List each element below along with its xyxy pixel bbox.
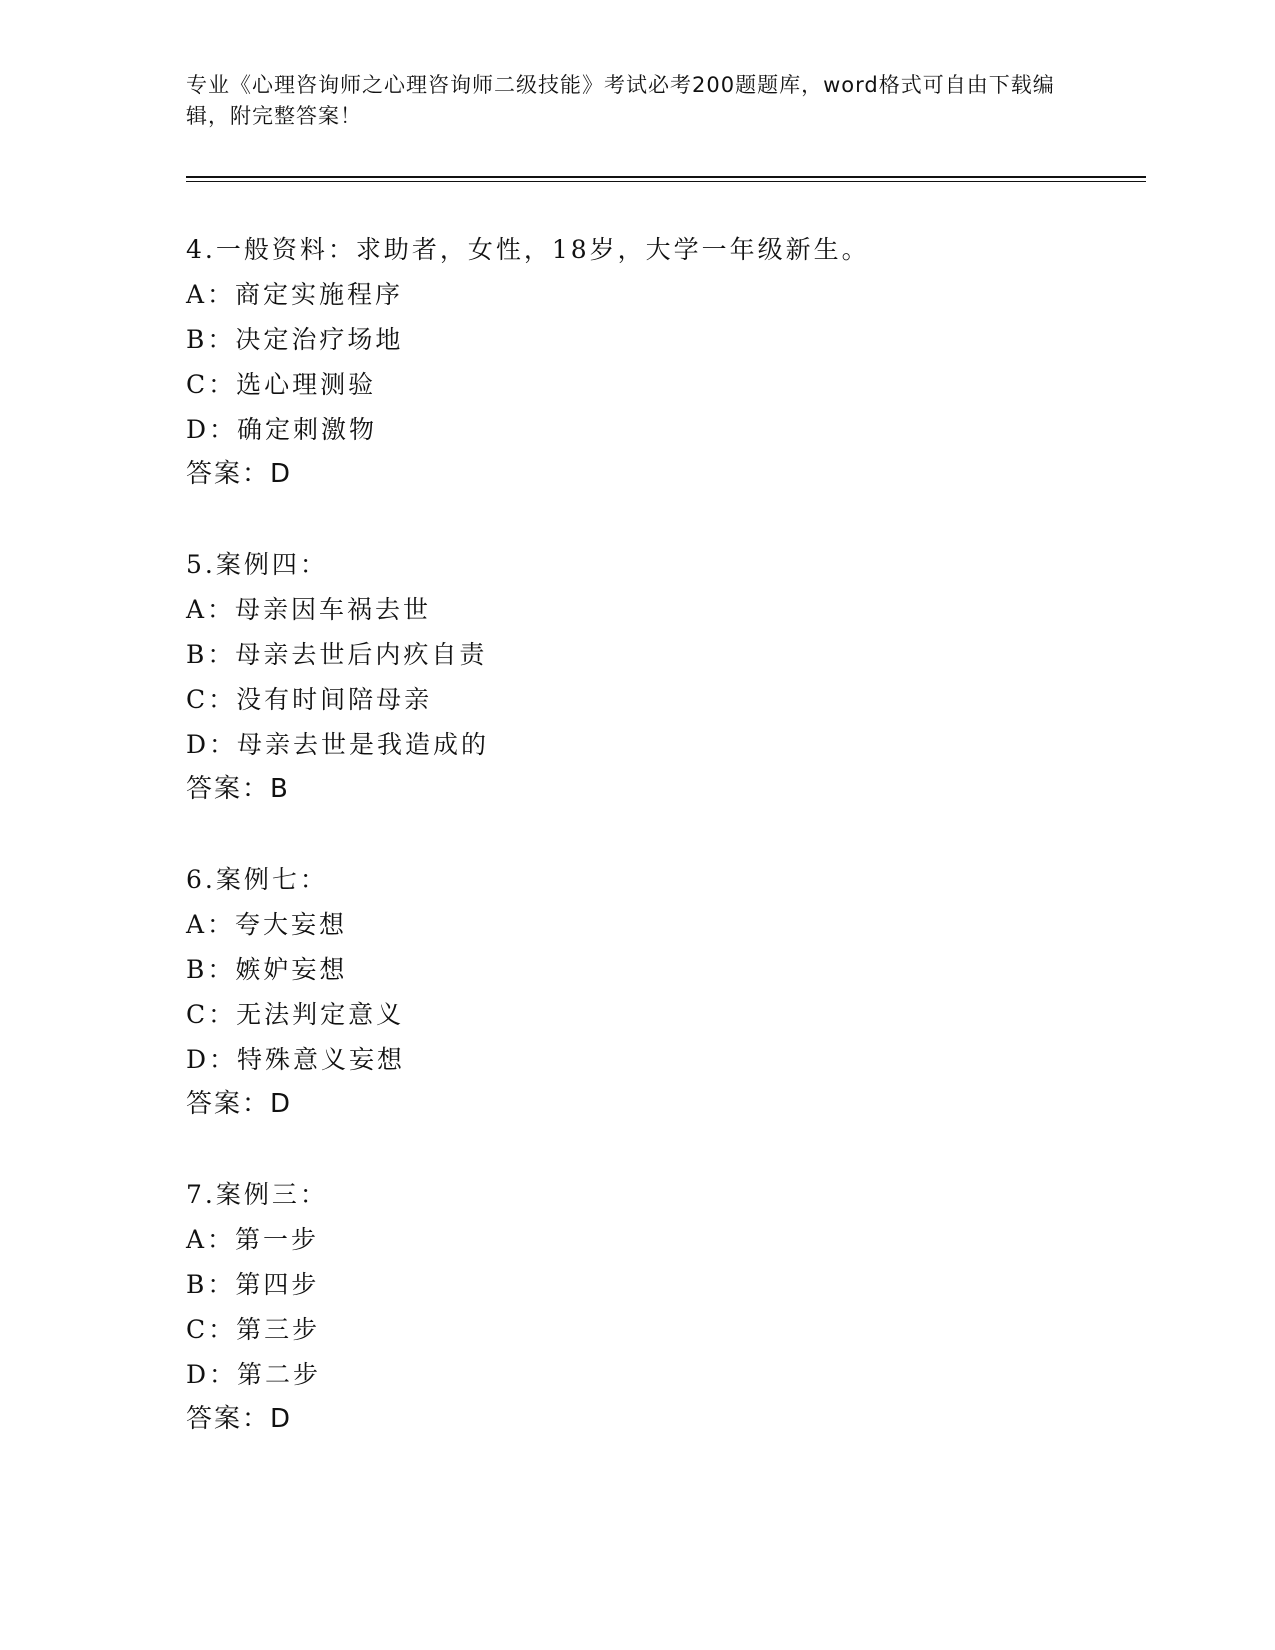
answer-line <box>186 767 1086 812</box>
answer-line <box>186 1397 1086 1442</box>
option-a: A：第一步 <box>186 1225 320 1254</box>
question-title: 7.案例三： <box>186 1180 328 1209</box>
option-b: B：母亲去世后内疚自责 <box>186 640 488 669</box>
answer-label: 答案： <box>186 774 271 804</box>
question-6 <box>186 857 1086 1127</box>
answer-value: D <box>270 459 293 489</box>
question-4 <box>186 227 1086 497</box>
header-divider-thick <box>186 176 1146 178</box>
option-d: D：母亲去世是我造成的 <box>186 730 490 759</box>
option-d: D：确定刺激物 <box>186 415 378 444</box>
option-a: A：夸大妄想 <box>186 910 348 939</box>
option-a: A：母亲因车祸去世 <box>186 595 432 624</box>
question-7 <box>186 1172 1086 1442</box>
question-title: 6.案例七： <box>186 865 328 894</box>
answer-line <box>186 452 1086 497</box>
option-d: D：第二步 <box>186 1360 322 1389</box>
option-c: C：没有时间陪母亲 <box>186 685 433 714</box>
answer-label: 答案： <box>186 1404 271 1434</box>
question-title: 5.案例四： <box>186 550 328 579</box>
option-b: B：第四步 <box>186 1270 320 1299</box>
answer-label: 答案： <box>186 459 271 489</box>
question-5 <box>186 542 1086 812</box>
option-b: B：决定治疗场地 <box>186 325 404 354</box>
option-b: B：嫉妒妄想 <box>186 955 348 984</box>
question-title: 4.一般资料：求助者，女性，18岁，大学一年级新生。 <box>186 235 870 264</box>
answer-value: D <box>270 1404 293 1434</box>
option-c: C：第三步 <box>186 1315 321 1344</box>
option-c: C：无法判定意义 <box>186 1000 405 1029</box>
option-d: D：特殊意义妄想 <box>186 1045 406 1074</box>
option-c: C：选心理测验 <box>186 370 377 399</box>
answer-value: D <box>270 1089 293 1119</box>
header-divider-thin <box>186 181 1146 182</box>
option-a: A：商定实施程序 <box>186 280 404 309</box>
document-header: 专业《心理咨询师之心理咨询师二级技能》考试必考200题题库，word格式可自由下载编辑，附完整答案！ <box>186 73 1055 128</box>
answer-label: 答案： <box>186 1089 271 1119</box>
answer-line <box>186 1082 1086 1127</box>
answer-value: B <box>270 774 290 804</box>
